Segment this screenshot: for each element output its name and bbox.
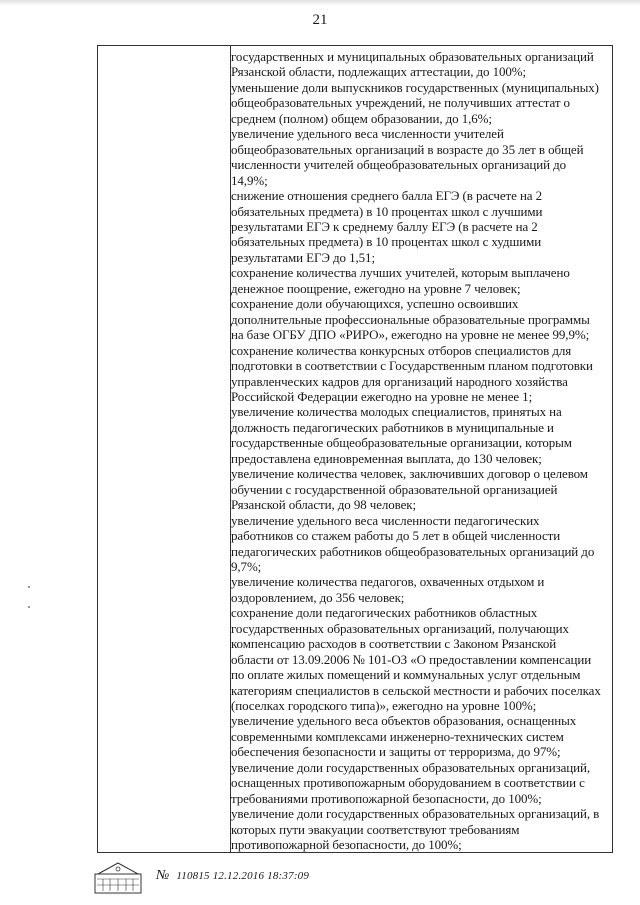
text-line: увеличение количества педагогов, охваченных отдыхом и bbox=[231, 574, 545, 590]
text-line: численности учителей общеобразовательных организаций до bbox=[231, 157, 567, 173]
text-line: общеобразовательных учреждений, не получивших аттестат о bbox=[231, 95, 570, 111]
registration-footer bbox=[94, 860, 309, 894]
scan-speck bbox=[28, 586, 30, 588]
text-line: работников со стажем работы до 5 лет в общей численности bbox=[231, 528, 561, 544]
text-line: уменьшение доли выпускников государственных (муниципальных) bbox=[231, 79, 599, 95]
text-line: государственные общеобразовательные организации, которым bbox=[231, 435, 572, 451]
text-line: противопожарной безопасности, до 100%; bbox=[231, 837, 462, 853]
text-line: увеличение удельного веса численности педагогических bbox=[231, 512, 540, 528]
building-stamp-icon bbox=[94, 860, 142, 894]
text-line: обязательных предмета) в 10 процентах школ с лучшими bbox=[231, 203, 543, 219]
page-number: 21 bbox=[312, 12, 328, 28]
text-line: снижение отношения среднего балла ЕГЭ (в расчете на 2 bbox=[231, 188, 543, 204]
text-line: обязательных предмета) в 10 процентах школ с худшими bbox=[231, 234, 542, 250]
text-line: увеличение доли государственных образовательных организаций, bbox=[231, 759, 591, 775]
text-line: результатами ЕГЭ к среднему баллу ЕГЭ (в расчете на 2 bbox=[231, 218, 538, 234]
text-line: увеличение количества молодых специалистов, принятых на bbox=[231, 404, 562, 420]
text-line: увеличение количества человек, заключивших договор о целевом bbox=[231, 466, 588, 482]
text-line: увеличение доли государственных образовательных организаций, в bbox=[231, 806, 600, 822]
table-left-column bbox=[98, 45, 231, 852]
text-line: обеспечения безопасности и защиты от терроризма, до 97%; bbox=[231, 744, 561, 760]
registration-timestamp: 12.12.2016 18:37:09 bbox=[212, 870, 310, 882]
text-line: сохранение доли педагогических работников областных bbox=[231, 605, 538, 621]
text-line: оснащенных противопожарным оборудованием в соответствии с bbox=[231, 775, 585, 791]
text-line: по оплате жилых помещений и коммунальных услуг отдельным bbox=[231, 667, 581, 683]
text-line: 9,7%; bbox=[231, 558, 262, 574]
text-line: обучении с государственной образовательной организацией bbox=[231, 481, 558, 497]
text-line: результатами ЕГЭ до 1,51; bbox=[231, 249, 375, 265]
text-line: категориям специалистов в сельской местности и рабочих поселках bbox=[231, 682, 601, 698]
text-line: требованиями противопожарной безопасности, до 100%; bbox=[231, 790, 542, 806]
text-line: педагогических работников общеобразовательных организаций до bbox=[231, 543, 595, 559]
text-line: увеличение удельного веса численности учителей bbox=[231, 126, 504, 142]
registration-stamp-text bbox=[156, 868, 309, 884]
text-line: предоставлена единовременная выплата, до 130 человек; bbox=[231, 450, 542, 466]
text-line: современными комплексами инженерно-технических систем bbox=[231, 728, 564, 744]
text-line: (поселках городского типа)», ежегодно на уровне 100%; bbox=[231, 698, 537, 714]
text-line: увеличение удельного веса объектов образования, оснащенных bbox=[231, 713, 577, 729]
text-line: государственных образовательных организаций, получающих bbox=[231, 620, 569, 636]
text-line: денежное поощрение, ежегодно на уровне 7 человек; bbox=[231, 280, 521, 296]
text-line: должность педагогических работников в муниципальные и bbox=[231, 419, 554, 435]
scan-edge bbox=[0, 0, 640, 6]
text-line: Российской Федерации ежегодно на уровне не менее 1; bbox=[231, 388, 533, 404]
text-line: оздоровлением, до 356 человек; bbox=[231, 589, 405, 605]
text-line: Рязанской области, подлежащих аттестации, до 100%; bbox=[231, 64, 527, 80]
text-line: сохранение доли обучающихся, успешно освоивших bbox=[231, 296, 519, 312]
text-line: Рязанской области, до 98 человек; bbox=[231, 497, 417, 513]
content-table bbox=[97, 45, 613, 853]
number-sign: № bbox=[156, 868, 170, 883]
text-line: государственных и муниципальных образовательных организаций bbox=[231, 49, 594, 64]
text-line: 14,9%; bbox=[231, 172, 268, 188]
text-line: среднем (полном) общем образовании, до 1,6%; bbox=[231, 110, 492, 126]
text-line: общеобразовательных организаций в возрасте до 35 лет в общей bbox=[231, 141, 584, 157]
text-line: сохранение количества конкурсных отборов специалистов для bbox=[231, 342, 572, 358]
text-line: которых пути эвакуации соответствуют требованиям bbox=[231, 821, 520, 837]
text-line: компенсацию расходов в соответствии с Законом Рязанской bbox=[231, 636, 557, 652]
text-line: управленческих кадров для организаций народного хозяйства bbox=[231, 373, 568, 389]
text-line: сохранение количества лучших учителей, которым выплачено bbox=[231, 265, 570, 281]
text-line: области от 13.09.2006 № 101-ОЗ «О предоставлении компенсации bbox=[231, 651, 592, 667]
scan-speck bbox=[28, 606, 30, 608]
table-right-column bbox=[231, 49, 608, 853]
text-line: на базе ОГБУ ДПО «РИРО», ежегодно на уровне не менее 99,9%; bbox=[231, 327, 590, 343]
text-line: подготовки в соответствии с Государственным планом подготовки bbox=[231, 358, 593, 374]
text-line: дополнительные профессиональные образовательные программы bbox=[231, 311, 590, 327]
indicator-list-text bbox=[231, 49, 608, 853]
registration-number: 110815 bbox=[176, 870, 210, 882]
